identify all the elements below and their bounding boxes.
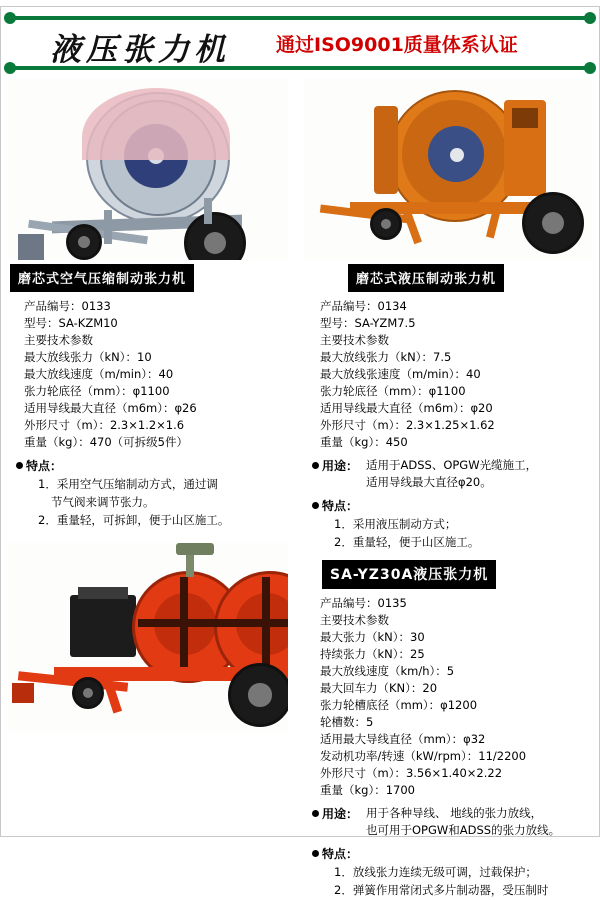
product-photo-3 (8, 543, 288, 733)
catalog-page (0, 6, 600, 897)
spec-line: 重量（kg）：1700 (320, 783, 415, 797)
spec-line: 最大放线速度（km/h）：5 (320, 664, 455, 678)
feature-line: 2．重量轻，可拆卸，便于山区施工。 (38, 513, 230, 527)
product-title-1: 磨芯式空气压缩制动张力机 (10, 264, 194, 292)
engine-top-3 (78, 587, 128, 599)
product-specs-3 (320, 595, 592, 799)
feature-line: 2．弹簧作用常闭式多片制动器，受压制时 (334, 883, 549, 897)
features-heading-1 (16, 457, 288, 474)
product-specs-2 (320, 298, 592, 451)
feature-line: 1．采用空气压缩制动方式，通过调 (38, 477, 218, 491)
features-heading-label-1: 特点： (26, 459, 63, 473)
page-header (8, 6, 592, 78)
spec-line: 适用最大导线直径（mm）：φ32 (320, 732, 486, 746)
features-heading-label-3: 特点： (322, 847, 359, 861)
left-column (8, 78, 288, 733)
spec-line: 发动机功率/转速（kW/rpm）：11/2200 (320, 749, 527, 763)
riser-head-3 (176, 543, 214, 555)
support-left-1 (104, 210, 112, 244)
product-photo-1 (8, 78, 288, 260)
wheel-rear-2 (522, 192, 584, 254)
wheel-rear-3 (228, 663, 288, 727)
features-heading-2 (312, 497, 592, 514)
spec-line: 重量（kg）：470（可拆级5件） (24, 435, 188, 449)
spec-line: 主要技术参数 (24, 333, 93, 347)
feature-line: 1．放线张力连续无级可调，过载保护； (334, 865, 537, 879)
bullet-icon (312, 810, 319, 817)
usage-line: 也可用于OPGW和ADSS的张力放线。 (366, 823, 561, 837)
spec-line: 最大回车力（KN）：20 (320, 681, 438, 695)
product-title-3: SA-YZ30A液压张力机 (322, 560, 496, 589)
product-title-2: 磨芯式液压制动张力机 (348, 264, 504, 292)
certification-text: 通过ISO9001质量体系认证 (276, 34, 518, 56)
spec-line: 最大放线速度（m/min）：40 (24, 367, 174, 381)
header-dot-top-right (584, 12, 596, 24)
wheel-front-3 (72, 677, 104, 709)
spec-line: 最大放线张力（kN）：10 (24, 350, 152, 364)
features-heading-3 (312, 845, 592, 862)
usage-list-2 (366, 457, 592, 491)
drum-cover-1 (82, 88, 230, 160)
right-column (304, 78, 592, 900)
panel-window-2 (512, 108, 538, 128)
bullet-icon (312, 850, 319, 857)
spec-line: 最大放线张速度（m/min）：40 (320, 367, 481, 381)
header-dot-bottom-right (584, 62, 596, 74)
page-title: 液压张力机 (50, 32, 230, 68)
spec-line: 型号：SA-KZM10 (24, 316, 118, 330)
spec-line: 张力轮底径（mm）：φ1100 (320, 384, 466, 398)
spec-line: 张力轮槽底径（mm）：φ1200 (320, 698, 478, 712)
feature-line: 1．采用液压制动方式； (334, 517, 457, 531)
engine-box-3 (70, 595, 136, 657)
spec-line: 张力轮底径（mm）：φ1100 (24, 384, 170, 398)
header-rule-top (8, 16, 592, 20)
spec-line: 持续张力（kN）：25 (320, 647, 425, 661)
spec-line: 产品编号：0133 (24, 299, 111, 313)
catalog-body (0, 78, 600, 897)
header-dot-top-left (4, 12, 16, 24)
usage-heading-label-2: 用途： (322, 459, 359, 473)
spec-line: 主要技术参数 (320, 613, 389, 627)
spec-line: 适用导线最大直径（m6m）：φ26 (24, 401, 197, 415)
spec-line: 外形尺寸（m）：2.3×1.2×1.6 (24, 418, 185, 432)
features-list-2 (334, 516, 592, 551)
usage-list-3 (366, 805, 592, 839)
spec-line: 适用导线最大直径（m6m）：φ20 (320, 401, 493, 415)
drum-center-2 (450, 148, 464, 162)
features-list-1 (38, 476, 288, 529)
spec-line: 最大张力（kN）：30 (320, 630, 425, 644)
features-list-3 (334, 864, 592, 899)
wheel-front-2 (370, 208, 402, 240)
product-photo-2 (304, 78, 592, 260)
usage-line: 用于各种导线、 地线的张力放线， (366, 806, 543, 820)
product-specs-1 (24, 298, 288, 451)
usage-line: 适用导线最大直径φ20。 (366, 475, 492, 489)
spec-line: 外形尺寸（m）：3.56×1.40×2.22 (320, 766, 503, 780)
spec-line: 重量（kg）：450 (320, 435, 408, 449)
usage-heading-label-3: 用途： (322, 807, 359, 821)
wheel-front-1 (66, 224, 102, 260)
tow-hitch-3 (12, 683, 34, 703)
feature-line: 节气阀来调节张力。 (51, 495, 155, 509)
spoke-h-left-3 (138, 619, 232, 627)
feature-line: 2．重量轻，便于山区施工。 (334, 535, 480, 549)
spec-line: 产品编号：0134 (320, 299, 407, 313)
support-right-1 (204, 198, 212, 224)
spoke-h-right-3 (220, 619, 288, 627)
spec-line: 外形尺寸（m）：2.3×1.25×1.62 (320, 418, 495, 432)
usage-line: 适用于ADSS、OPGW光缆施工， (366, 458, 538, 472)
header-dot-bottom-left (4, 62, 16, 74)
spec-line: 最大放线张力（kN）：7.5 (320, 350, 452, 364)
spec-line: 型号：SA-YZM7.5 (320, 316, 416, 330)
bullet-icon (16, 462, 23, 469)
bullet-icon (312, 502, 319, 509)
spec-line: 主要技术参数 (320, 333, 389, 347)
tow-hitch-1 (18, 234, 44, 260)
spec-line: 轮槽数：5 (320, 715, 374, 729)
spec-line: 产品编号：0135 (320, 596, 407, 610)
features-heading-label-2: 特点： (322, 499, 359, 513)
side-frame-left-2 (374, 106, 398, 194)
bullet-icon (312, 462, 319, 469)
